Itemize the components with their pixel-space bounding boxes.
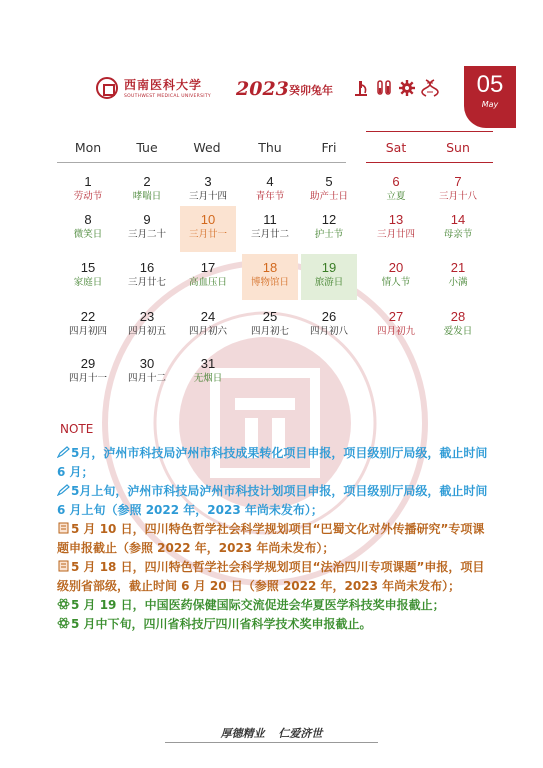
day-number: 1 xyxy=(84,174,92,189)
calendar-day xyxy=(301,206,357,252)
day-number: 9 xyxy=(143,212,151,227)
note-item xyxy=(57,615,493,634)
day-number: 4 xyxy=(266,174,274,189)
day-number: 22 xyxy=(80,309,96,324)
day-number: 3 xyxy=(204,174,212,189)
document-icon xyxy=(57,521,70,533)
day-number: 19 xyxy=(321,260,337,275)
calendar-day xyxy=(301,254,357,300)
day-number: 8 xyxy=(84,212,92,227)
calendar-day xyxy=(180,206,236,252)
weekday-mon: Mon xyxy=(74,140,102,155)
month-badge xyxy=(464,66,516,128)
page-header xyxy=(0,0,543,120)
calendar-day xyxy=(368,303,424,349)
day-label: 四月初六 xyxy=(188,326,227,337)
month-number: 05 xyxy=(476,71,504,98)
day-label: 三月廿二 xyxy=(250,229,289,240)
day-number: 16 xyxy=(139,260,155,275)
day-label: 爱发日 xyxy=(443,326,473,337)
calendar-day xyxy=(242,206,298,252)
calendar-day xyxy=(60,350,116,396)
calendar-day xyxy=(180,303,236,349)
day-label: 青年节 xyxy=(255,191,285,202)
day-label: 劳动节 xyxy=(73,191,103,202)
weekday-sat: Sat xyxy=(385,140,407,155)
day-label: 家庭日 xyxy=(73,277,103,288)
atom-icon xyxy=(57,597,70,609)
calendar-day xyxy=(60,303,116,349)
month-name: May xyxy=(481,100,499,109)
university-name-cn: 西南医科大学 xyxy=(124,78,203,92)
day-label: 助产士日 xyxy=(309,191,348,202)
day-label: 四月初八 xyxy=(309,326,348,337)
day-number: 28 xyxy=(450,309,466,324)
day-number: 12 xyxy=(321,212,337,227)
day-number: 14 xyxy=(450,212,466,227)
test-tubes-icon xyxy=(375,79,393,97)
calendar-day xyxy=(242,303,298,349)
lunar-year-label: 癸卯兔年 xyxy=(289,84,333,97)
notes-list xyxy=(57,444,493,634)
day-label: 情人节 xyxy=(381,277,411,288)
calendar-day xyxy=(242,254,298,300)
day-number: 20 xyxy=(388,260,404,275)
note-text: 5月上旬，泸州市科技局泸州市科技计划项目申报，项目级别厅局级，截止时间 6 月上旬（参照 2022 年，2023 年尚未发布）； xyxy=(57,484,488,517)
calendar-day xyxy=(430,303,486,349)
note-item xyxy=(57,520,493,558)
dna-icon xyxy=(421,79,439,97)
header-icons xyxy=(352,79,439,97)
calendar-day xyxy=(60,206,116,252)
day-number: 25 xyxy=(262,309,278,324)
day-label: 四月初四 xyxy=(68,326,107,337)
calendar-day xyxy=(368,254,424,300)
day-label: 博物馆日 xyxy=(250,277,289,288)
day-number: 13 xyxy=(388,212,404,227)
weekday-thu: Thu xyxy=(258,140,282,155)
day-number: 18 xyxy=(262,260,278,275)
day-number: 26 xyxy=(321,309,337,324)
pen-icon xyxy=(57,483,70,495)
day-number: 23 xyxy=(139,309,155,324)
note-text: 5 月中下旬，四川省科技厅四川省科学技术奖申报截止。 xyxy=(71,617,372,631)
note-item xyxy=(57,596,493,615)
day-label: 四月初七 xyxy=(250,326,289,337)
day-label: 立夏 xyxy=(386,191,406,202)
day-number: 6 xyxy=(392,174,400,189)
year-label: 2023 xyxy=(236,78,289,100)
day-label: 四月初五 xyxy=(127,326,166,337)
day-label: 高血压日 xyxy=(188,277,227,288)
day-label: 三月十四 xyxy=(188,191,227,202)
day-label: 三月廿七 xyxy=(127,277,166,288)
day-number: 5 xyxy=(325,174,333,189)
microscope-icon xyxy=(352,79,370,97)
note-item xyxy=(57,558,493,596)
calendar-day xyxy=(119,254,175,300)
day-number: 2 xyxy=(143,174,151,189)
day-number: 17 xyxy=(200,260,216,275)
footer-divider xyxy=(165,742,378,743)
weekend-divider xyxy=(366,162,493,163)
weekday-wed: Wed xyxy=(193,140,221,155)
day-number: 10 xyxy=(200,212,216,227)
note-text: 5 月 19 日，中国医药保健国际交流促进会华夏医学科技奖申报截止； xyxy=(71,598,445,612)
day-label: 小满 xyxy=(448,277,468,288)
note-text: 5 月 18 日，四川特色哲学社会科学规划项目“法治四川专项课题”申报，项目级别省部级，截止时间 6 月 20 日（参照 2022 年，2023 年尚未发布）； xyxy=(57,560,485,593)
gear-icon xyxy=(398,79,416,97)
day-number: 30 xyxy=(139,356,155,371)
weekday-fri: Fri xyxy=(321,140,337,155)
calendar-day xyxy=(119,303,175,349)
day-number: 15 xyxy=(80,260,96,275)
day-label: 无烟日 xyxy=(193,373,223,384)
note-item xyxy=(57,444,493,482)
calendar-day xyxy=(119,206,175,252)
calendar-day xyxy=(430,206,486,252)
day-label: 四月十二 xyxy=(127,373,166,384)
day-number: 21 xyxy=(450,260,466,275)
day-label: 微笑日 xyxy=(73,229,103,240)
note-text: 5月，泸州市科技局泸州市科技成果转化项目申报，项目级别厅局级，截止时间 6 月； xyxy=(57,446,488,479)
note-title: NOTE xyxy=(60,422,94,436)
calendar-day xyxy=(368,206,424,252)
weekday-header xyxy=(0,140,543,162)
calendar-day xyxy=(180,254,236,300)
day-number: 31 xyxy=(200,356,216,371)
calendar-day xyxy=(180,350,236,396)
note-item xyxy=(57,482,493,520)
day-number: 24 xyxy=(200,309,216,324)
note-text: 5 月 10 日，四川特色哲学社会科学规划项目“巴蜀文化对外传播研究”专项课题申报截止（参照 2022 年，2023 年尚未发布）； xyxy=(57,522,485,555)
day-number: 29 xyxy=(80,356,96,371)
calendar-day xyxy=(430,254,486,300)
day-label: 三月十八 xyxy=(438,191,477,202)
day-label: 三月廿四 xyxy=(376,229,415,240)
weekday-divider xyxy=(57,162,346,163)
university-seal-icon xyxy=(96,77,118,99)
day-label: 旅游日 xyxy=(314,277,344,288)
calendar-day xyxy=(301,303,357,349)
day-label: 母亲节 xyxy=(443,229,473,240)
day-number: 7 xyxy=(454,174,462,189)
day-label: 四月十一 xyxy=(68,373,107,384)
day-label: 护士节 xyxy=(314,229,344,240)
day-label: 四月初九 xyxy=(376,326,415,337)
university-logo xyxy=(96,76,211,99)
day-label: 哮喘日 xyxy=(132,191,162,202)
weekday-tue: Tue xyxy=(136,140,158,155)
calendar-day xyxy=(60,254,116,300)
day-number: 11 xyxy=(263,212,277,227)
footer-text: 厚德精业 仁爱济世 xyxy=(220,727,323,740)
day-label: 三月廿一 xyxy=(188,229,227,240)
atom-icon xyxy=(57,616,70,628)
weekend-top-divider xyxy=(366,131,493,132)
day-label: 三月二十 xyxy=(127,229,166,240)
day-number: 27 xyxy=(388,309,404,324)
document-icon xyxy=(57,559,70,571)
weekday-sun: Sun xyxy=(446,140,470,155)
calendar-day xyxy=(119,350,175,396)
pen-icon xyxy=(57,445,70,457)
university-name-en: SOUTHWEST MEDICAL UNIVERSITY xyxy=(124,94,211,99)
footer-motto xyxy=(0,722,543,741)
